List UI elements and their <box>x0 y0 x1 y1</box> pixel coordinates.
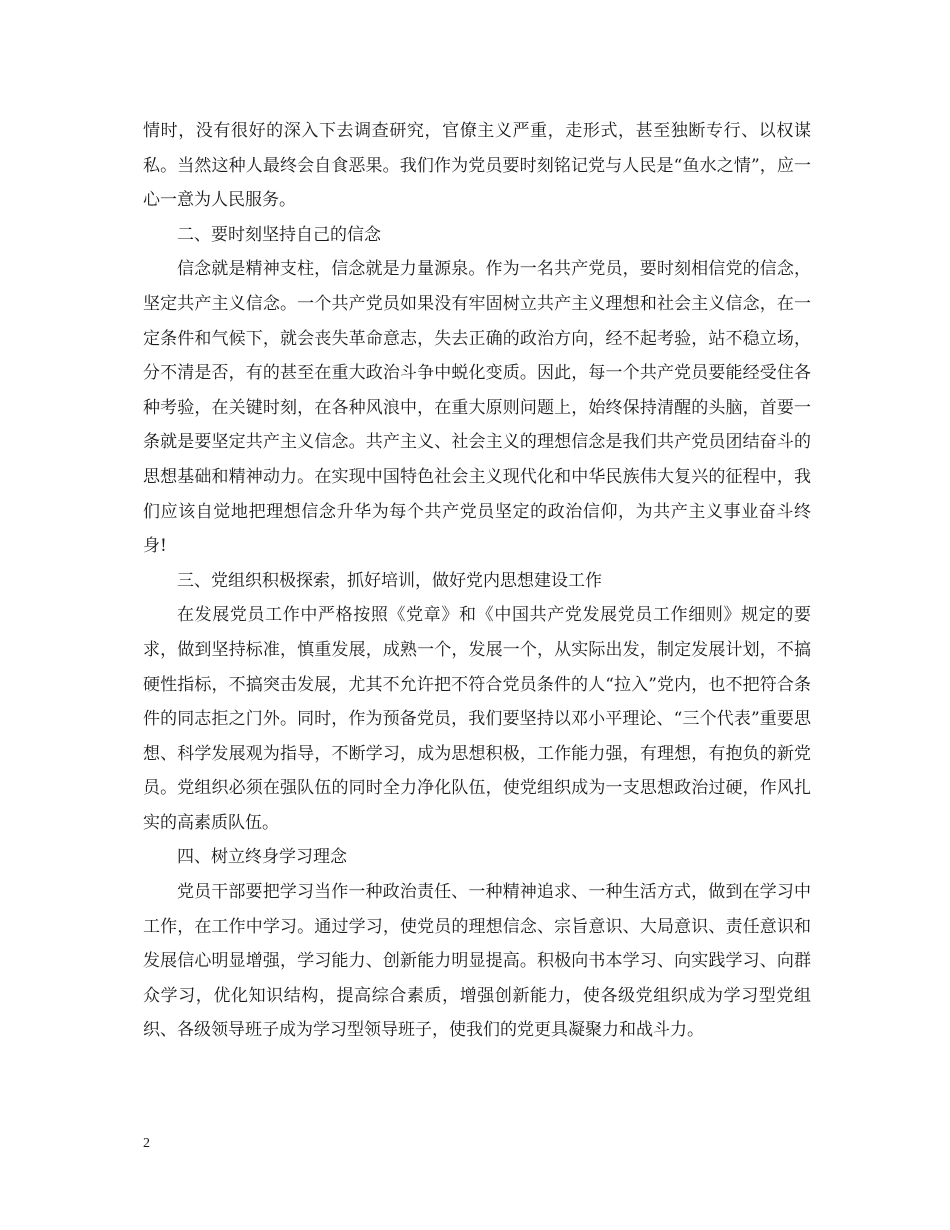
section-heading-4: 四、树立终身学习理念 <box>177 847 347 868</box>
paragraph-party-development: 在发展党员工作中严格按照《党章》和《中国共产党发展党员工作细则》规定的要求，做到坚持标准，慎重发展，成熟一个，发展一个，从实际出发，制定发展计划，不搞硬性指标，不搞突击发展，尤其不允许把不符合党员条件的人“拉入”党内，也不把符合条件的同志拒之门外。同时，作为预备党员，我们要坚持以邓小平理论、“三个代表”重要思想、科学发展观为指导，不断学习，成为思想积极，工作能力强，有理想，有抱负的新党员。党组织必须在强队伍的同时全力净化队伍，使党组织成为一支思想政治过硬，作风扎实的高素质队伍。 <box>143 605 811 833</box>
paragraph-lifelong-learning: 党员干部要把学习当作一种政治责任、一种精神追求、一种生活方式，做到在学习中工作，在工作中学习。通过学习，使党员的理想信念、宗旨意识、大局意识、责任意识和发展信心明显增强，学习能力、创新能力明显提高。积极向书本学习、向实践学习、向群众学习，优化知识结构，提高综合素质，增强创新能力，使各级党组织成为学习型党组织、各级领导班子成为学习型领导班子，使我们的党更具凝聚力和战斗力。 <box>143 882 811 1041</box>
paragraph-belief: 信念就是精神支柱，信念就是力量源泉。作为一名共产党员，要时刻相信党的信念，坚定共产主义信念。一个共产党员如果没有牢固树立共产主义理想和社会主义信念，在一定条件和气候下，就会丧失革命意志，失去正确的政治方向，经不起考验，站不稳立场，分不清是否，有的甚至在重大政治斗争中蜕化变质。因此，每一个共产党员要能经受住各种考验，在关键时刻，在各种风浪中，在重大原则问题上，始终保持清醒的头脑，首要一条就是要坚定共产主义信念。共产主义、社会主义的理想信念是我们共产党员团结奋斗的思想基础和精神动力。在实现中国特色社会主义现代化和中华民族伟大复兴的征程中，我们应该自觉地把理想信念升华为每个共产党员坚定的政治信仰，为共产主义事业奋斗终身! <box>143 259 811 557</box>
document-body <box>143 114 811 1048</box>
section-heading-3: 三、党组织积极探索，抓好培训，做好党内思想建设工作 <box>177 570 602 591</box>
paragraph-continuation: 情时，没有很好的深入下去调查研究，官僚主义严重，走形式，甚至独断专行、以权谋私。当然这种人最终会自食恶果。我们作为党员要时刻铭记党与人民是“鱼水之情”，应一心一意为人民服务。 <box>143 121 811 211</box>
page-number: 2 <box>143 1136 150 1151</box>
section-heading-2: 二、要时刻坚持自己的信念 <box>177 224 381 245</box>
